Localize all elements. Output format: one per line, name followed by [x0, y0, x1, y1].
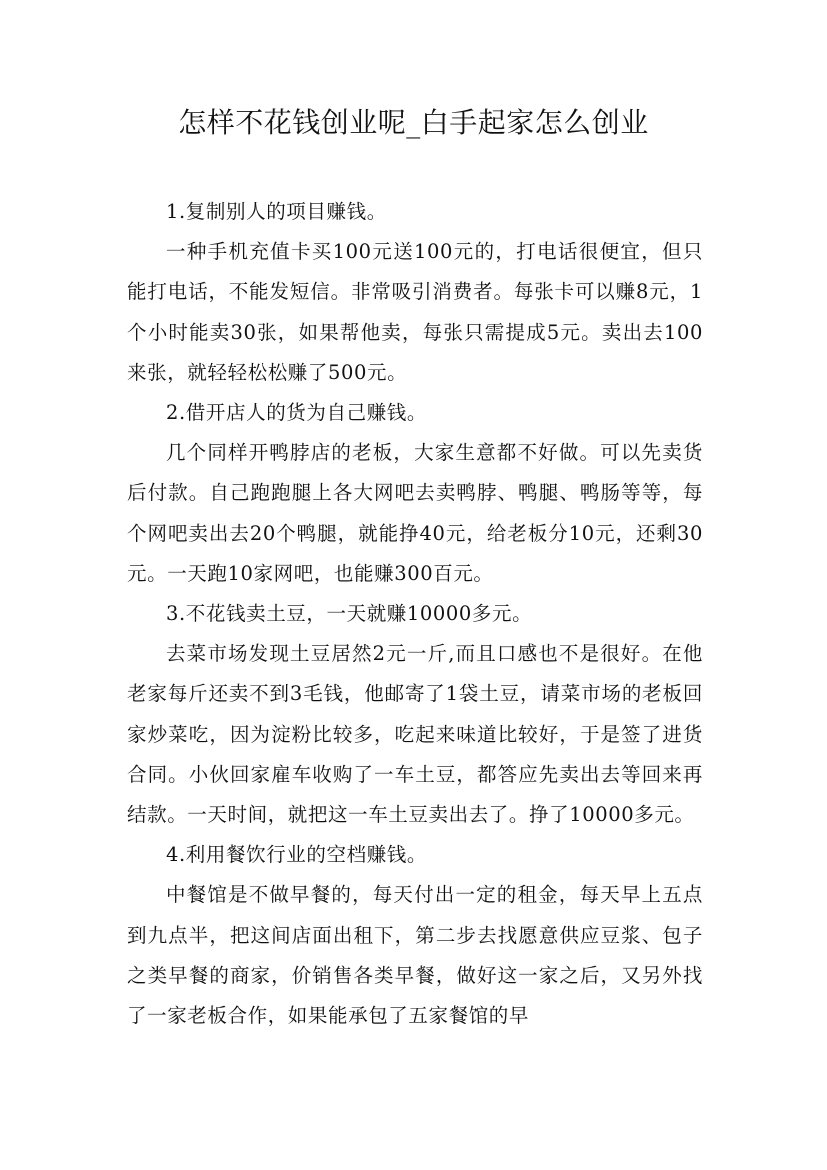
- paragraph-4: 中餐馆是不做早餐的，每天付出一定的租金，每天早上五点到九点半，把这间店面出租下，第二步去找愿意供应豆浆、包子之类早餐的商家，价销售各类早餐，做好这一家之后，又另外找了一家老板合作，如果能承包了五家餐馆的早: [127, 883, 703, 1028]
- document-title: 怎样不花钱创业呢_白手起家怎么创业: [178, 106, 649, 139]
- heading-1: 1.复制别人的项目赚钱。: [166, 200, 387, 223]
- document-body: [127, 192, 703, 1036]
- paragraph-1: 一种手机充值卡买100元送100元的，打电话很便宜，但只能打电话，不能发短信。非常吸引消费者。每张卡可以赚8元，1个小时能卖30张，如果帮他卖，每张只需提成5元。卖出去100来张，就轻轻松松赚了500元。: [127, 240, 703, 384]
- heading-4: 4.利用餐饮行业的空档赚钱。: [166, 843, 428, 867]
- paragraph-3: 去菜市场发现土豆居然2元一斤,而且口感也不是很好。在他老家每斤还卖不到3毛钱，他邮寄了1袋土豆，请菜市场的老板回家炒菜吃，因为淀粉比较多，吃起来味道比较好，于是签了进货合同。小伙回家雇车收购了一车土豆，都答应先卖出去等回来再结款。一天时间，就把这一车土豆卖出去了。挣了10000多元。: [127, 642, 703, 827]
- paragraph-2: 几个同样开鸭脖店的老板，大家生意都不好做。可以先卖货后付款。自己跑跑腿上各大网吧去卖鸭脖、鸭腿、鸭肠等等，每个网吧卖出去20个鸭腿，就能挣40元，给老板分10元，还剩30元。一天跑10家网吧，也能赚300百元。: [127, 441, 703, 585]
- heading-2: 2.借开店人的货为自己赚钱。: [166, 401, 428, 425]
- heading-3: 3.不花钱卖土豆，一天就赚10000多元。: [166, 602, 533, 626]
